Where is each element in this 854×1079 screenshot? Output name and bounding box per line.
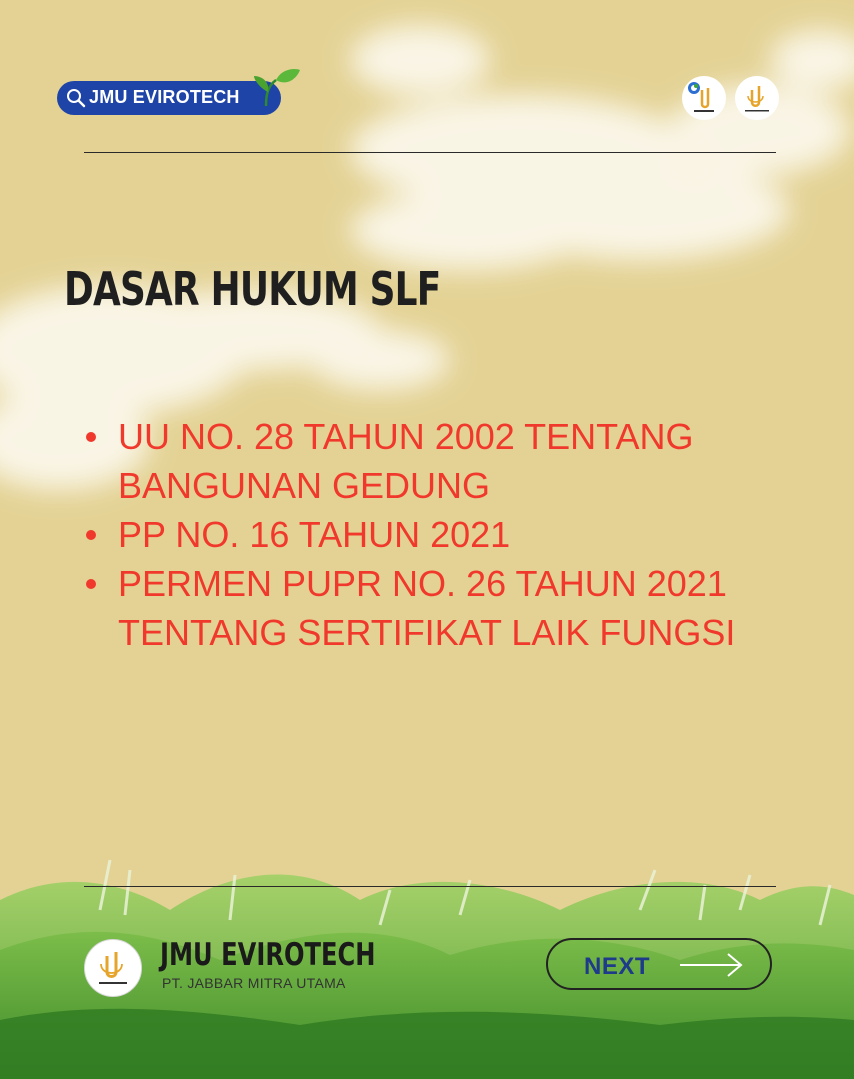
bullet-icon bbox=[86, 432, 96, 442]
list-item bbox=[84, 559, 804, 657]
legal-basis-list bbox=[84, 412, 804, 657]
bullet-icon bbox=[86, 579, 96, 589]
page-title: DASAR HUKUM SLF bbox=[64, 262, 441, 316]
list-item-text: UU NO. 28 TAHUN 2002 TENTANG BANGUNAN GEDUNG bbox=[118, 416, 694, 506]
next-button-label: NEXT bbox=[584, 953, 651, 980]
list-item bbox=[84, 412, 804, 510]
bullet-icon bbox=[86, 530, 96, 540]
leaf-icon bbox=[252, 66, 302, 110]
divider-top bbox=[84, 152, 776, 153]
footer-company-name: JMU EVIROTECH bbox=[160, 937, 376, 973]
jmu-evirotech-logo bbox=[682, 76, 726, 120]
next-button[interactable] bbox=[546, 938, 772, 990]
jabbar-mitra-utama-logo bbox=[735, 76, 779, 120]
brand-name: JMU EVIROTECH bbox=[89, 87, 240, 107]
brand-badge bbox=[57, 81, 281, 115]
list-item bbox=[84, 510, 804, 559]
divider-bottom bbox=[84, 886, 776, 887]
footer-logo bbox=[84, 939, 142, 997]
arrow-right-icon bbox=[678, 951, 744, 979]
list-item-text: PP NO. 16 TAHUN 2021 bbox=[118, 514, 511, 555]
footer-company-full: PT. JABBAR MITRA UTAMA bbox=[162, 975, 346, 991]
list-item-text: PERMEN PUPR NO. 26 TAHUN 2021 TENTANG SERTIFIKAT LAIK FUNGSI bbox=[118, 563, 736, 653]
search-icon bbox=[66, 88, 86, 108]
